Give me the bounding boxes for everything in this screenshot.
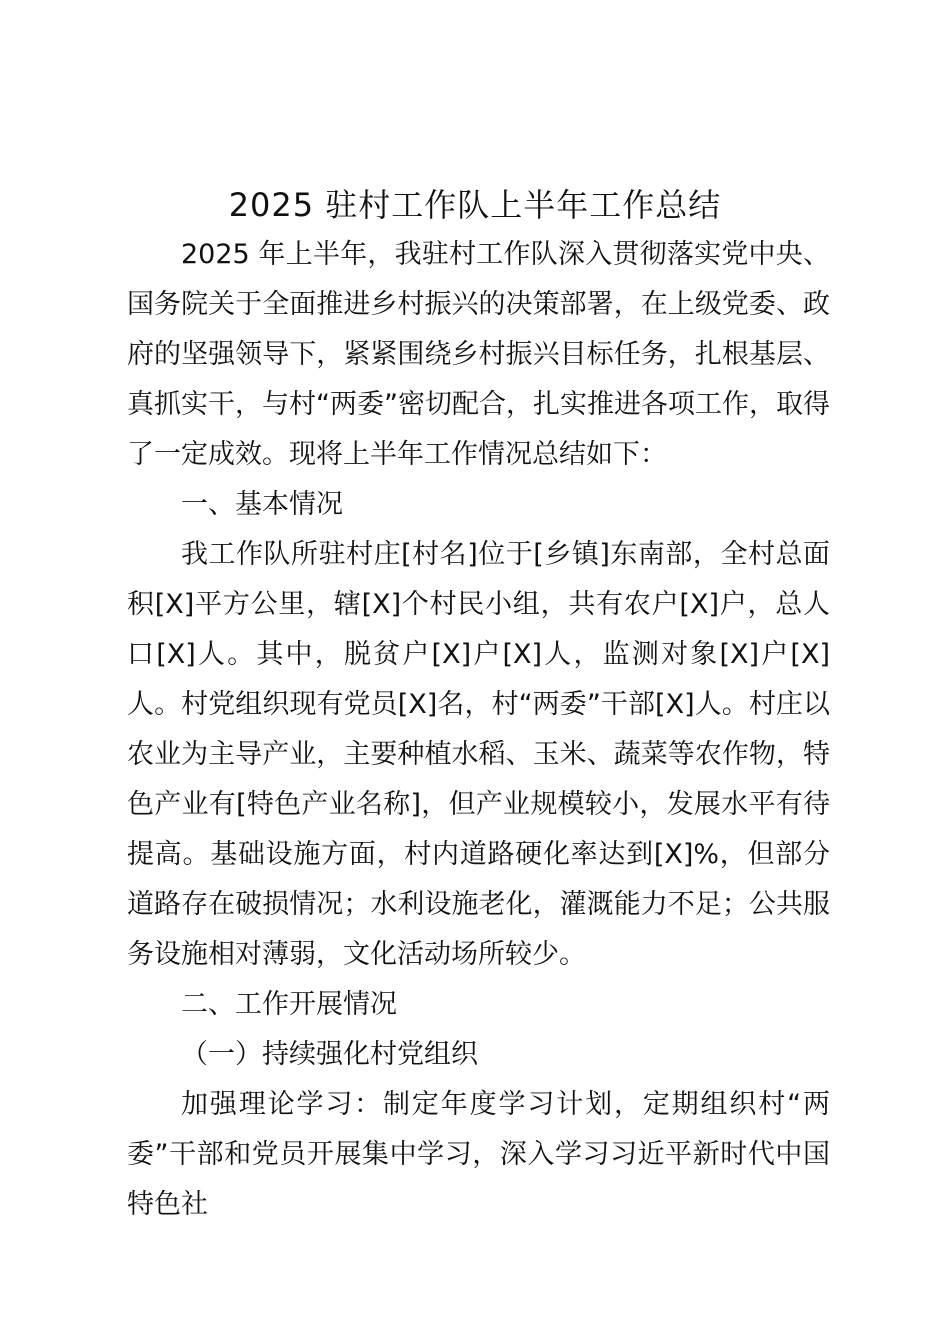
theory-study-paragraph: 加强理论学习：制定年度学习计划，定期组织村“两委”干部和党员开展集中学习，深入学习习近平新时代中国特色社 [127,1089,830,1220]
section-heading-basic: 一、基本情况 [181,489,343,520]
section-heading-work: 二、工作开展情况 [181,989,397,1020]
subsection-heading-party: （一）持续强化村党组织 [181,1039,478,1070]
basic-situation-paragraph: 我工作队所驻村庄[村名]位于[乡镇]东南部，全村总面积[X]平方公里，辖[X]个村民小组，共有农户[X]户，总人口[X]人。其中，脱贫户[X]户[X]人，监测对象[X]户[X]人。村党组织现有党员[X]名，村“两委”干部[X]人。村庄以农业为主导产业，主要种植水稻、玉米、蔬菜等农作物，特色产业有[特色产业名称]，但产业规模较小，发展水平有待提高。基础设施方面，村内道路硬化率达到[X]%，但部分道路存在破损情况；水利设施老化，灌溉能力不足；公共服务设施相对薄弱，文化活动场所较少。 [127,539,830,970]
intro-paragraph: 2025 年上半年，我驻村工作队深入贯彻落实党中央、国务院关于全面推进乡村振兴的决策部署，在上级党委、政府的坚强领导下，紧紧围绕乡村振兴目标任务，扎根基层、真抓实干，与村“两委”密切配合，扎实推进各项工作，取得了一定成效。现将上半年工作情况总结如下： [127,239,830,470]
document-title: 2025 驻村工作队上半年工作总结 [228,186,722,224]
document-body [127,230,830,1230]
